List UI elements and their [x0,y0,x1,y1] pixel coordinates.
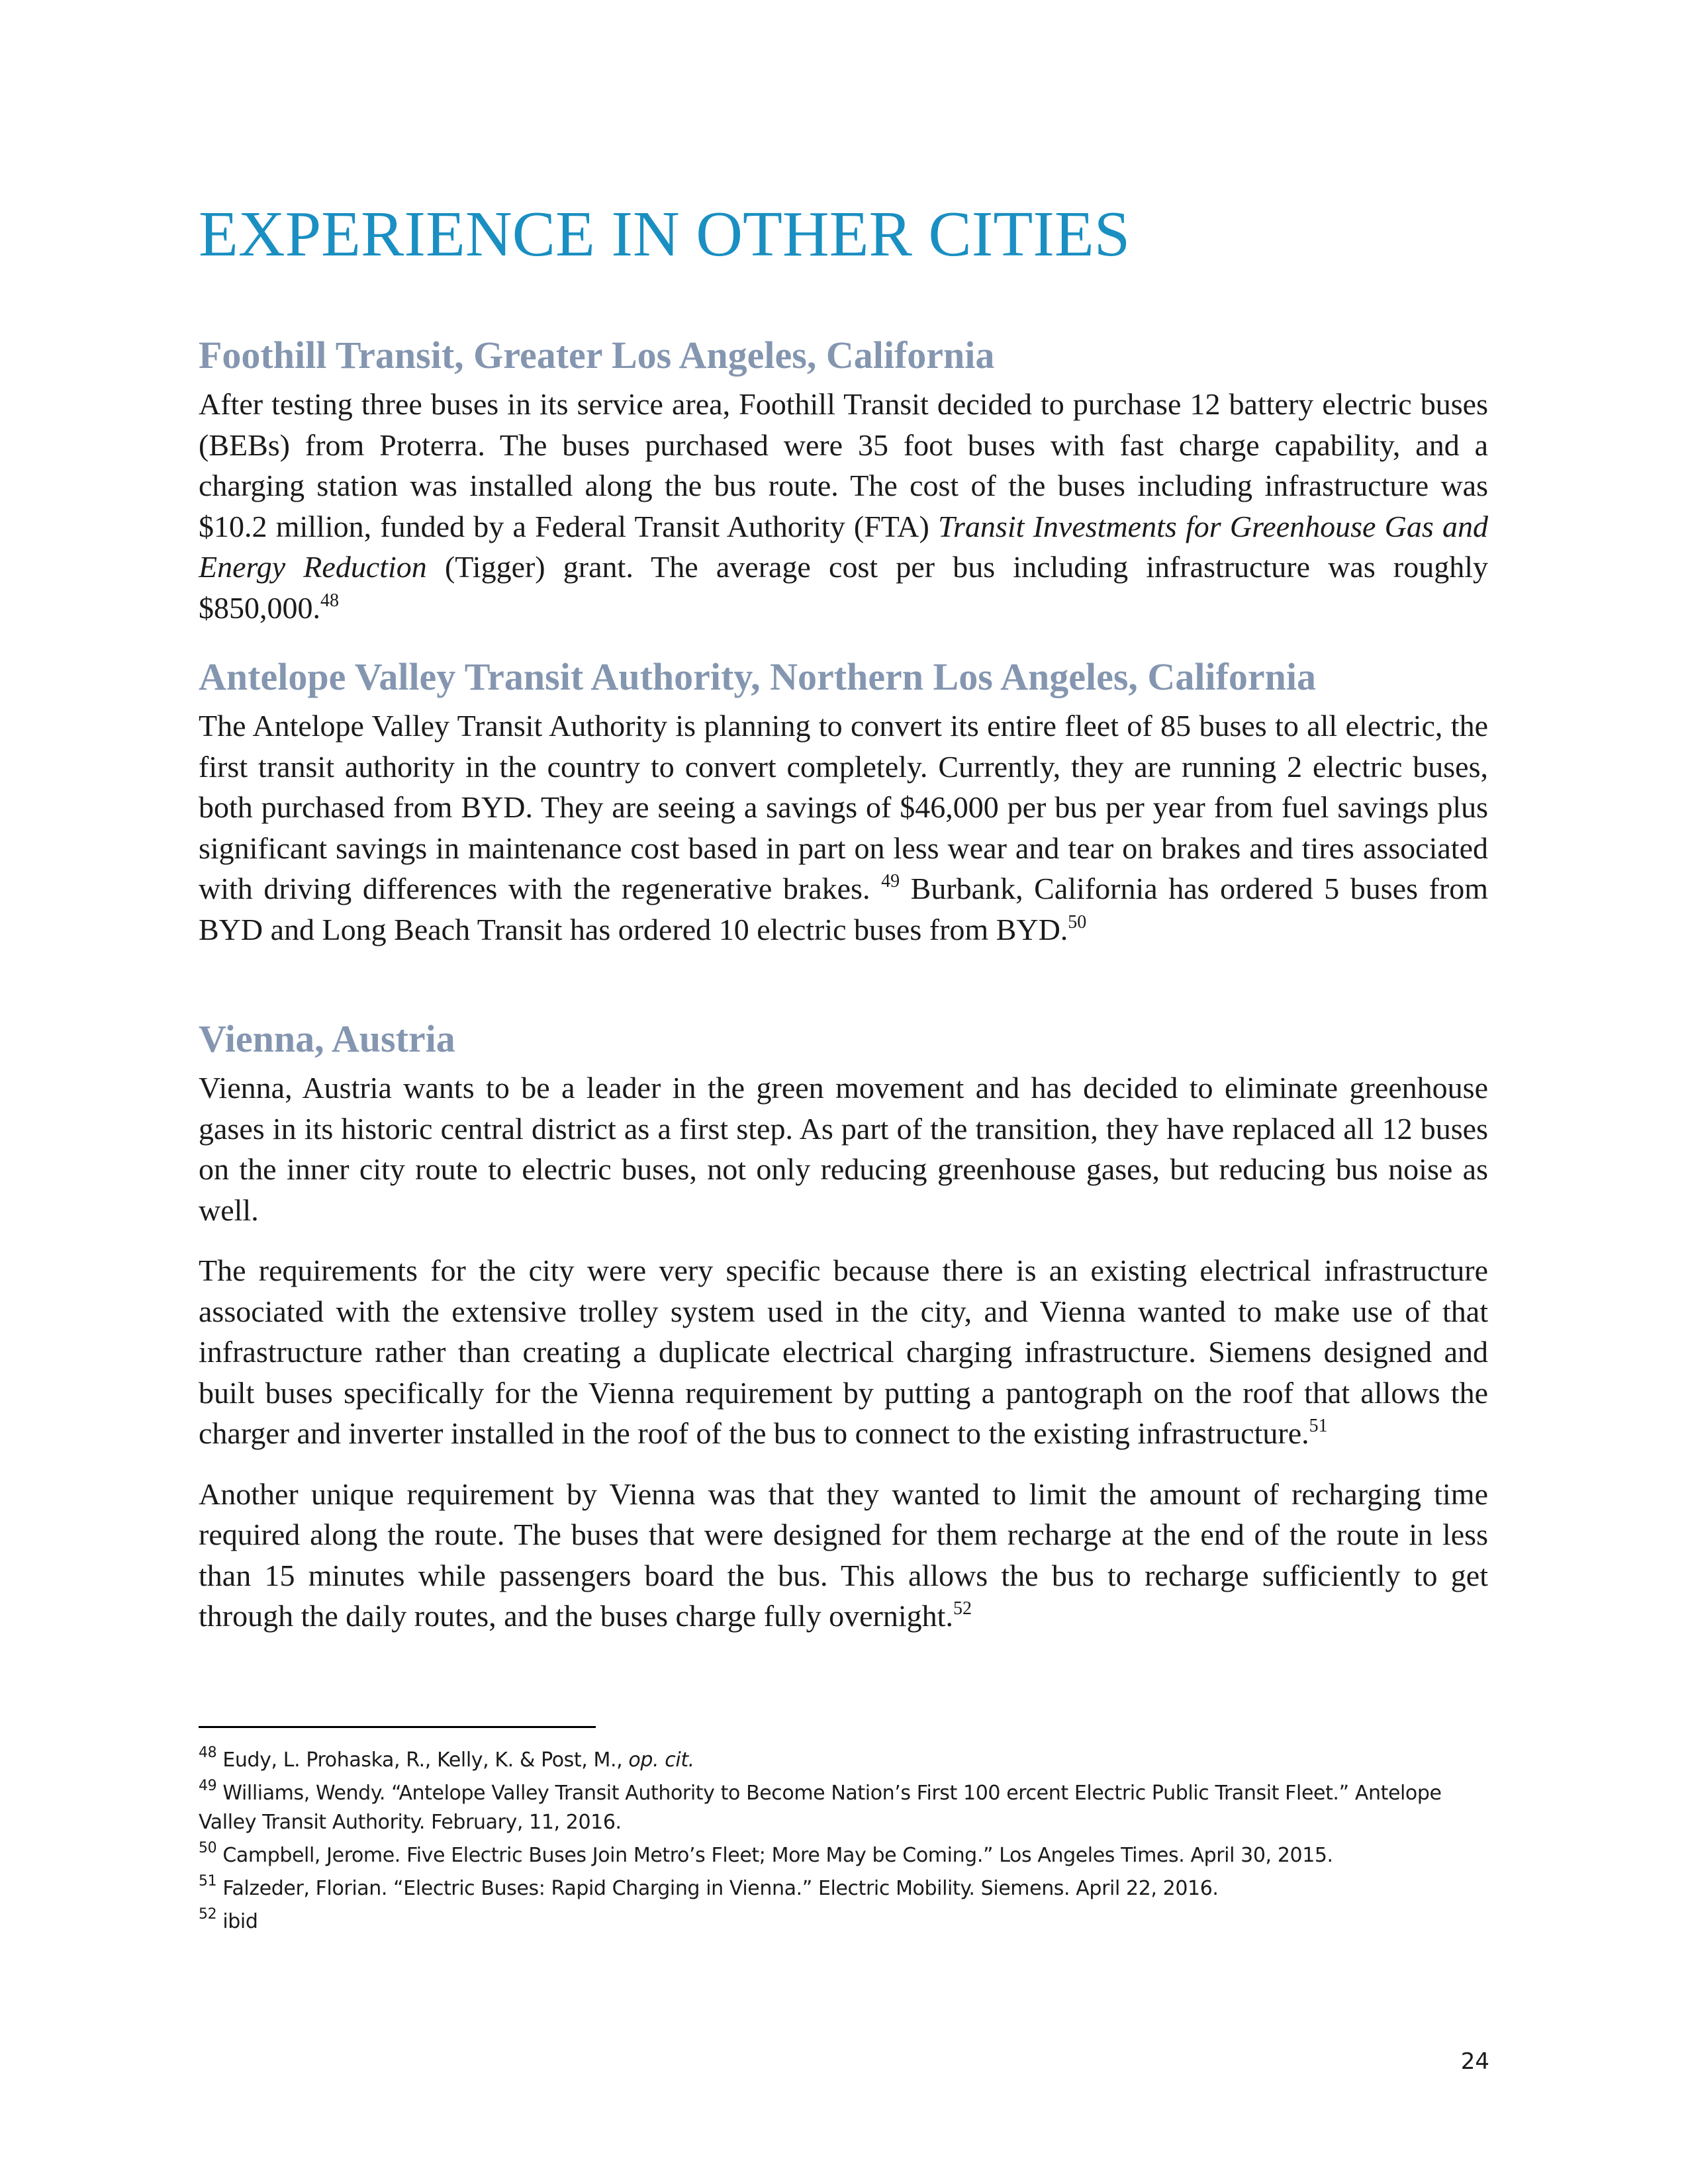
section-vienna-austria [199,1015,1488,1637]
paragraph: Another unique requirement by Vienna was that they wanted to limit the amount of recharging time required along the route. The buses that were designed for them recharge at the end of the route in less than 15 minutes while passengers board the bus. This allows the bus to recharge sufficiently to get through the daily routes, and the buses charge fully overnight.$^{52}$ [199,1477,1488,1633]
paragraph: The requirements for the city were very specific because there is an existing electrical infrastructure associated with the extensive trolley system used in the city, and Vienna wanted to make use of that infrastructure rather than creating a duplicate electrical charging infrastructure. Siemens designed and built buses specifically for the Vienna requirement by putting a pantograph on the roof that allows the charger and inverter installed in the roof of the bus to connect to the existing infrastructure.$^{51}$ [199,1253,1488,1450]
footnote-ref[interactable]: 49 [881,871,900,891]
section-heading: Vienna, Austria [199,1017,455,1060]
paragraph: The Antelope Valley Transit Authority is planning to convert its entire fleet of 85 buses to all electric, the first transit authority in the country to convert completely. Currently, they are running 2 electric buses, both purchased from BYD. They are seeing a savings of $46,000 per bus per year from fuel savings plus significant savings in maintenance cost based in part on less wear and tear on brakes and tires associated with driving differences with the regenerative brakes. $^{49}$ Burbank, California has ordered 5 buses from BYD and Long Beach Transit has ordered 10 electric buses from BYD.$^{50}$ [199,709,1488,946]
page-number: 24 [1460,2048,1489,2075]
paragraph: Vienna, Austria wants to be a leader in the green movement and has decided to eliminate greenhouse gases in its historic central district as a first step. As part of the transition, they have replaced all 12 buses on the inner city route to electric buses, not only reducing greenhouse gases, but reducing bus noise as well. [199,1071,1488,1227]
footnote: $^{48}$ Eudy, L. Prohaska, R., Kelly, K. & Post, M., op. cit. [199,1745,694,1772]
footnote-number: 49 [199,1778,217,1794]
footnote: $^{51}$ Falzeder, Florian. “Electric Buses: Rapid Charging in Vienna.” Electric Mobility. Siemens. April 22, 2016. [199,1873,1219,1900]
footnote-ref[interactable]: 51 [1309,1416,1328,1436]
footnote: $^{50}$ Campbell, Jerome. Five Electric Buses Join Metro’s Fleet; More May be Coming.” Los Angeles Times. April 30, 2015. [199,1840,1333,1867]
footnote-number: 48 [199,1745,217,1761]
footnote-ref[interactable]: 50 [1068,911,1087,933]
footnote-number: 52 [199,1906,217,1923]
footnotes [199,1746,1488,1940]
page-title: EXPERIENCE IN OTHER CITIES [199,199,1131,270]
footnote-ref[interactable]: 48 [320,590,339,611]
paragraph: After testing three buses in its service area, Foothill Transit decided to purchase 12 battery electric buses (BEBs) from Proterra. The buses purchased were 35 foot buses with fast charge capability, and a charging station was installed along the bus route. The cost of the buses including infrastructure was $10.2 million, funded by a Federal Transit Authority (FTA) Transit Investments for Greenhouse Gas and Energy Reduction (Tigger) grant. The average cost per bus including infrastructure was roughly $850,000.48 [199,387,1489,625]
section-heading: Antelope Valley Transit Authority, Northern Los Angeles, California [199,655,1316,698]
footnote: $^{52}$ ibid [199,1906,258,1933]
section-antelope-valley [199,653,1488,950]
footnote-divider [199,1726,596,1728]
footnote-number: 50 [199,1840,217,1856]
footnote: $^{49}$ Williams, Wendy. “Antelope Valley Transit Authority to Become Nation’s First 100 ercent Electric Public Transit Fleet.” Antelope Valley Transit Authority. February, 11, 2016. [199,1778,1442,1834]
section-foothill-transit [199,331,1488,628]
section-heading: Foothill Transit, Greater Los Angeles, California [199,334,995,377]
document-page [199,0,1489,2184]
footnote-ref[interactable]: 52 [953,1598,972,1619]
footnote-number: 51 [199,1873,217,1889]
